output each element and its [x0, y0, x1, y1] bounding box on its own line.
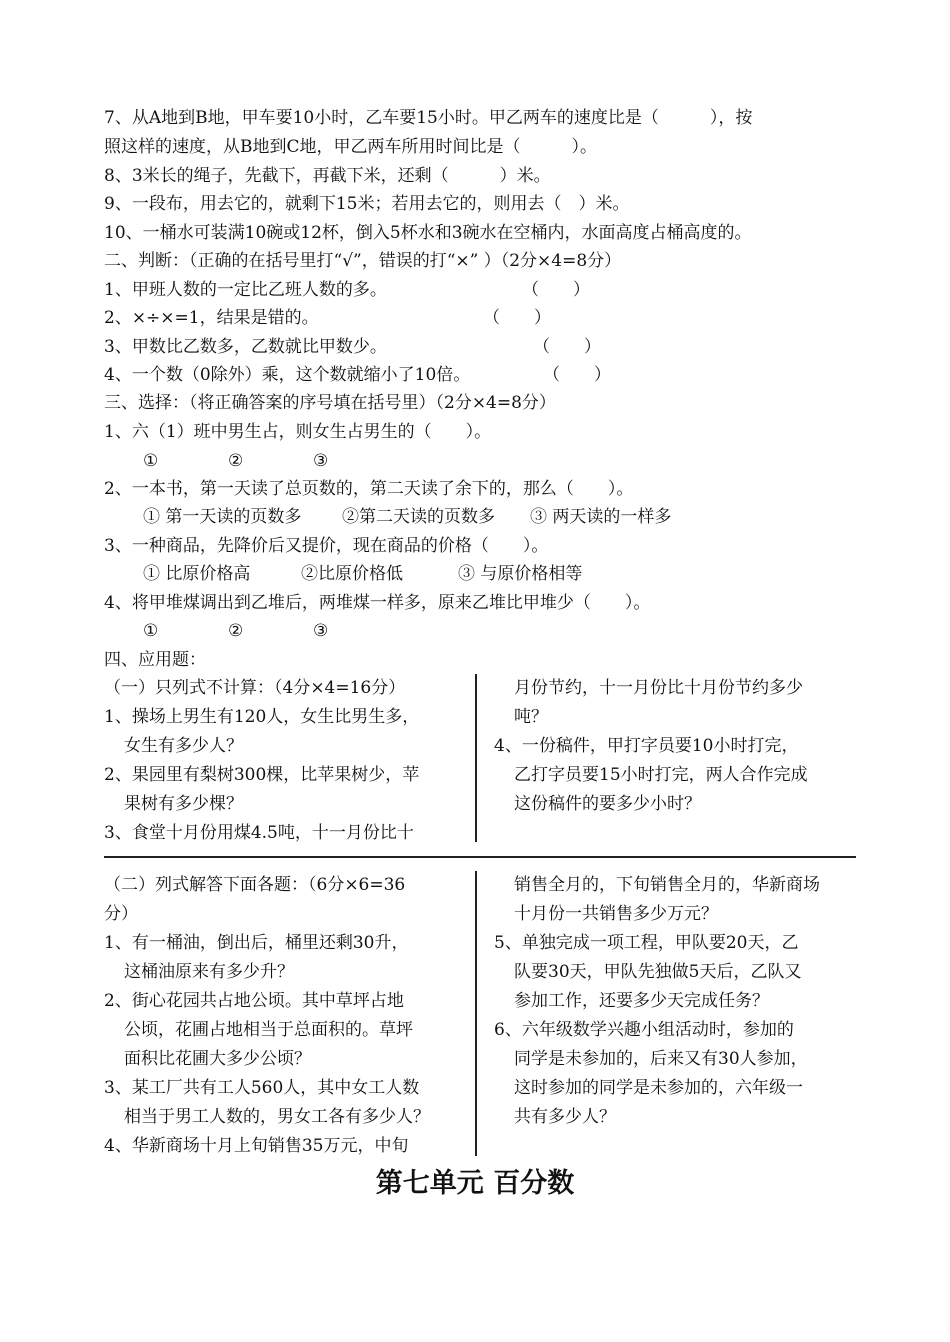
choice-option: ②比原价格低 [301, 564, 403, 584]
problem-line: 这桶油原来有多少升？ [124, 962, 294, 982]
judge-item: 1、甲班人数的一定比乙班人数的多。 [104, 280, 387, 300]
choice-option: ① 第一天读的页数多 [143, 507, 302, 527]
choice-question: 3、一种商品，先降价后又提价，现在商品的价格（ ）。 [104, 536, 549, 556]
fill-blank-line: 照这样的速度，从B地到C地，甲乙两车所用时间比是（ ）。 [104, 137, 597, 157]
problem-line: 4、华新商场十月上旬销售35万元，中旬 [104, 1136, 409, 1156]
problem-line: 3、某工厂共有工人560人，其中女工人数 [104, 1078, 420, 1098]
judge-item: 2、×÷×=1，结果是错的。 [104, 308, 319, 328]
judge-item: 3、甲数比乙数多，乙数就比甲数少。 [104, 337, 387, 357]
problem-line: 女生有多少人？ [124, 736, 243, 756]
problem-line: 3、食堂十月份用煤4.5吨，十一月份比十 [104, 823, 414, 843]
problem-line: 同学是未参加的，后来又有30人参加， [514, 1049, 808, 1069]
problem-line: 5、单独完成一项工程，甲队要20天，乙 [494, 933, 799, 953]
problem-line: 4、一份稿件，甲打字员要10小时打完， [494, 736, 799, 756]
part1-right-column [494, 674, 854, 819]
choice-heading: 三、选择：（将正确答案的序号填在括号里）（2分×4=8分） [104, 393, 556, 413]
section-divider [104, 856, 856, 858]
choice-option: ②第二天读的页数多 [342, 507, 495, 527]
part1-heading: （一）只列式不计算：（4分×4=16分） [104, 678, 406, 698]
problem-line: 共有多少人？ [514, 1107, 616, 1127]
problem-line: 公顷，花圃占地相当于总面积的。草坪 [124, 1020, 413, 1040]
application-heading: 四、应用题： [104, 650, 206, 670]
problem-line: 这份稿件的要多少小时？ [514, 794, 701, 814]
choice-option: ③ 与原价格相等 [458, 564, 583, 584]
choice-option: ① [143, 451, 159, 471]
choice-option: ③ 两天读的一样多 [530, 507, 672, 527]
problem-line: 队要30天，甲队先独做5天后，乙队又 [514, 962, 802, 982]
part2-heading-cont: 分） [104, 904, 138, 924]
choice-option: ① 比原价格高 [143, 564, 251, 584]
problem-line: 乙打字员要15小时打完，两人合作完成 [514, 765, 808, 785]
choice-option: ① [143, 621, 159, 641]
problem-line: 2、果园里有梨树300棵，比苹果树少，苹 [104, 765, 420, 785]
choice-option: ② [228, 451, 244, 471]
problem-line: 相当于男工人数的，男女工各有多少人？ [124, 1107, 430, 1127]
part2-heading: （二）列式解答下面各题：（6分×6=36 [104, 875, 406, 895]
problem-line: 吨？ [514, 707, 548, 727]
choice-option: ③ [313, 621, 329, 641]
problem-line: 1、有一桶油，倒出后，桶里还剩30升， [104, 933, 409, 953]
answer-bracket: （ ） [543, 365, 611, 385]
fill-blank-line: 10、一桶水可装满10碗或12杯，倒入5杯水和3碗水在空桶内，水面高度占桶高度的。 [104, 223, 752, 243]
problem-line: 月份节约，十一月份比十月份节约多少 [514, 678, 803, 698]
answer-bracket: （ ） [483, 308, 551, 328]
column-divider [475, 871, 477, 1156]
part2-right-column [494, 871, 854, 1132]
column-divider [475, 674, 477, 842]
judge-heading: 二、判断：（正确的在括号里打“√”，错误的打“×” ）（2分×4=8分） [104, 251, 622, 271]
choice-question: 2、一本书，第一天读了总页数的，第二天读了余下的，那么（ ）。 [104, 479, 634, 499]
part2-left-column [104, 871, 469, 1161]
problem-line: 6、六年级数学兴趣小组活动时，参加的 [494, 1020, 794, 1040]
unit-title: 第七单元 百分数 [375, 1168, 575, 1199]
problem-line: 1、操场上男生有120人，女生比男生多， [104, 707, 420, 727]
problem-line: 销售全月的，下旬销售全月的，华新商场 [514, 875, 820, 895]
answer-bracket: （ ） [522, 280, 590, 300]
problem-line: 2、街心花园共占地公顷。其中草坪占地 [104, 991, 404, 1011]
answer-bracket: （ ） [533, 337, 601, 357]
choice-question: 1、六（1）班中男生占，则女生占男生的（ ）。 [104, 422, 492, 442]
part1-left-column [104, 674, 469, 848]
choice-question: 4、将甲堆煤调出到乙堆后，两堆煤一样多，原来乙堆比甲堆少（ ）。 [104, 593, 651, 613]
fill-blank-line: 7、从A地到B地，甲车要10小时，乙车要15小时。甲乙两车的速度比是（ ），按 [104, 108, 753, 128]
fill-blank-line: 9、一段布，用去它的，就剩下15米；若用去它的，则用去（ ）米。 [104, 194, 630, 214]
problem-line: 这时参加的同学是未参加的，六年级一 [514, 1078, 803, 1098]
problem-line: 十月份一共销售多少万元？ [514, 904, 718, 924]
fill-blank-line: 8、3米长的绳子，先截下，再截下米，还剩（ ）米。 [104, 166, 551, 186]
problem-line: 参加工作，还要多少天完成任务？ [514, 991, 769, 1011]
problem-line: 果树有多少棵？ [124, 794, 243, 814]
judge-item: 4、一个数（0除外）乘，这个数就缩小了10倍。 [104, 365, 471, 385]
problem-line: 面积比花圃大多少公顷？ [124, 1049, 311, 1069]
choice-option: ② [228, 621, 244, 641]
choice-option: ③ [313, 451, 329, 471]
